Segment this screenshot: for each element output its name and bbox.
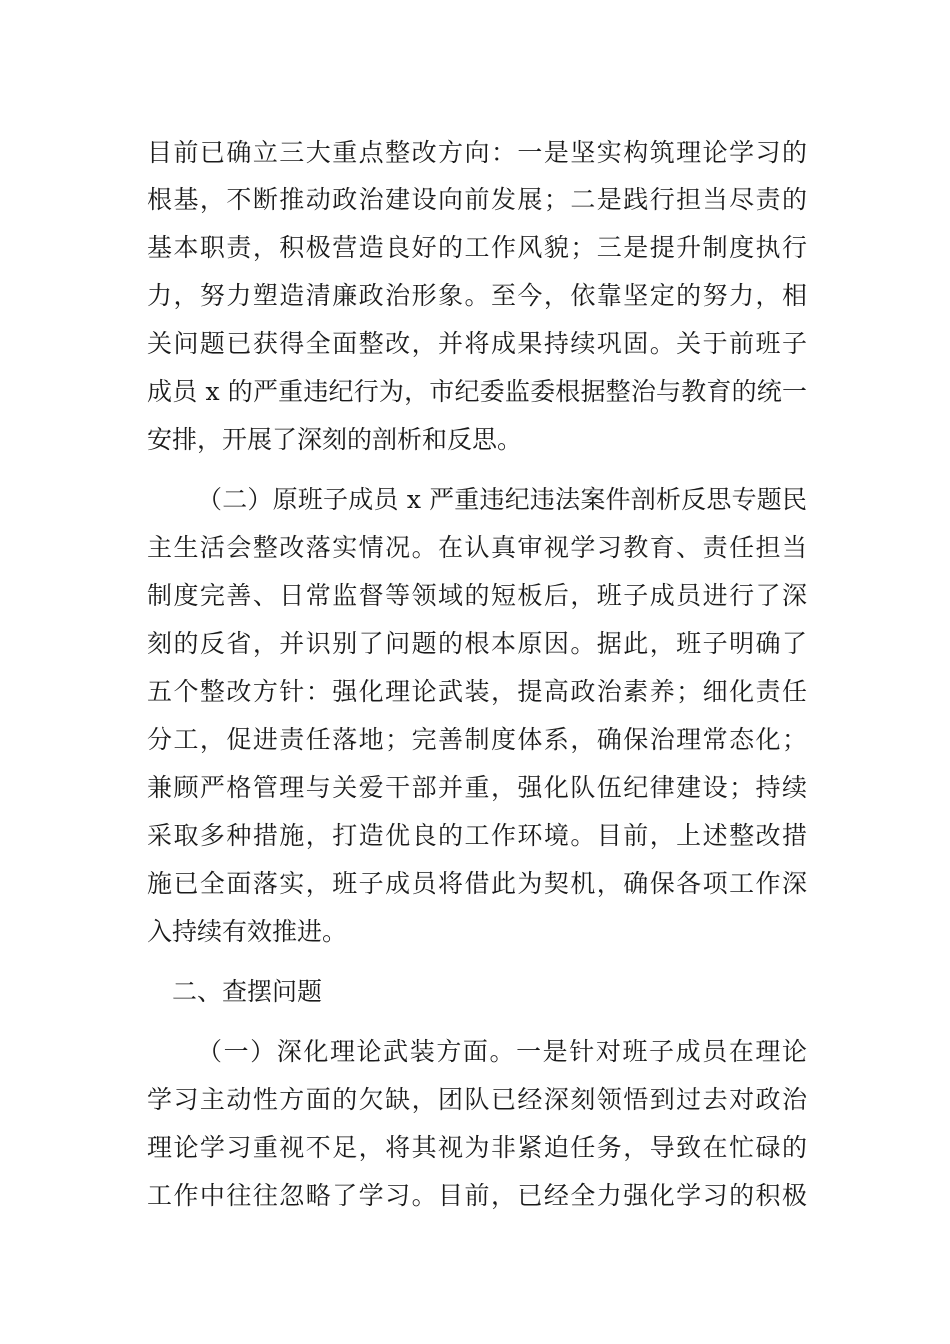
section-title: 二、查摆问题 xyxy=(172,977,323,1006)
paragraph-line: 成员 x 的严重违纪行为，市纪委监委根据整治与教育的统一 xyxy=(147,377,807,406)
paragraph-line: 五个整改方针：强化理论武装，提高政治素养；细化责任 xyxy=(147,677,807,706)
paragraph-line: 力，努力塑造清廉政治形象。至今，依靠坚定的努力，相 xyxy=(147,281,807,310)
paragraph-line: 理论学习重视不足，将其视为非紧迫任务，导致在忙碌的 xyxy=(147,1133,807,1162)
paragraph-line: 学习主动性方面的欠缺，团队已经深刻领悟到过去对政治 xyxy=(147,1085,807,1114)
subsection-heading-line: （一）深化理论武装方面。一是针对班子成员在理论 xyxy=(197,1037,807,1066)
paragraph-line: 分工，促进责任落地；完善制度体系，确保治理常态化； xyxy=(147,725,807,754)
paragraph-line: 根基，不断推动政治建设向前发展；二是践行担当尽责的 xyxy=(147,185,807,214)
paragraph-line: 基本职责，积极营造良好的工作风貌；三是提升制度执行 xyxy=(147,233,807,262)
paragraph-line: 刻的反省，并识别了问题的根本原因。据此，班子明确了 xyxy=(147,629,807,658)
section-heading-line: （二）原班子成员 x 严重违纪违法案件剖析反思专题民 xyxy=(197,485,807,514)
paragraph-line: 关问题已获得全面整改，并将成果持续巩固。关于前班子 xyxy=(147,329,807,358)
paragraph-line: 工作中往往忽略了学习。目前，已经全力强化学习的积极 xyxy=(147,1181,807,1210)
paragraph-line: 采取多种措施，打造优良的工作环境。目前，上述整改措 xyxy=(147,821,807,850)
paragraph-line: 主生活会整改落实情况。在认真审视学习教育、责任担当 xyxy=(147,533,807,562)
paragraph-line: 施已全面落实，班子成员将借此为契机，确保各项工作深 xyxy=(147,869,807,898)
paragraph-line: 兼顾严格管理与关爱干部并重，强化队伍纪律建设；持续 xyxy=(147,773,807,802)
paragraph-line: 入持续有效推进。 xyxy=(147,917,348,946)
paragraph-line: 制度完善、日常监督等领域的短板后，班子成员进行了深 xyxy=(147,581,807,610)
paragraph-line: 安排，开展了深刻的剖析和反思。 xyxy=(147,425,523,454)
paragraph-line: 目前已确立三大重点整改方向：一是坚实构筑理论学习的 xyxy=(147,138,807,167)
